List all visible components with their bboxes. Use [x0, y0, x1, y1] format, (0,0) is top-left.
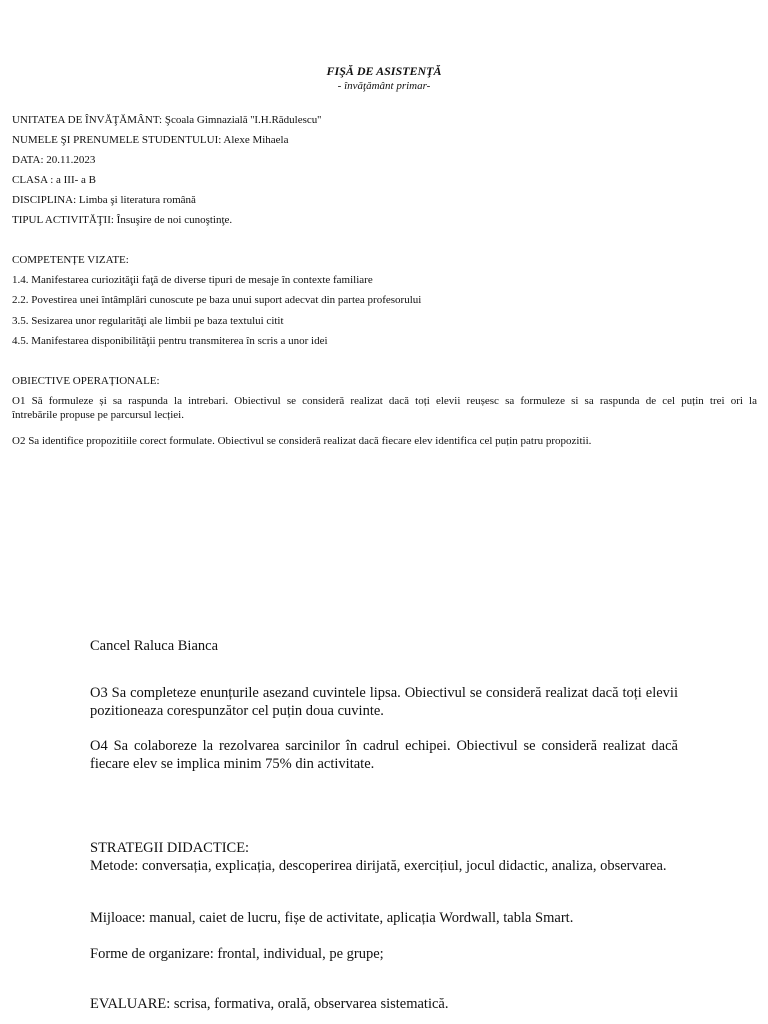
document-title: FIŞĂ DE ASISTENŢĂ: [326, 64, 442, 78]
competenta-item: 3.5. Sesizarea unor regularităţi ale limbii pe baza textului citit: [12, 315, 284, 327]
competenta-item: 2.2. Povestirea unei întâmplări cunoscute pe baza unui suport adecvat din partea profesorului: [12, 294, 422, 306]
objective-o1-line2: întrebările propuse pe parcursul lecției.: [12, 409, 184, 421]
objective-o1-line1: O1 Să formuleze și sa raspunda la intrebari. Obiectivul se consideră realizat dacă toți elevii reușesc sa formuleze si sa raspunda de cel puțin trei ori la: [12, 395, 757, 407]
strategii-heading: STRATEGII DIDACTICE:: [90, 840, 250, 856]
competenta-item: 4.5. Manifestarea disponibilităţii pentru transmiterea în scris a unor idei: [12, 335, 328, 347]
info-data: DATA: 20.11.2023: [12, 154, 96, 166]
info-unitatea: UNITATEA DE ÎNVĂŢĂMÂNT: Şcoala Gimnazială ''I.H.Rădulescu'': [12, 114, 322, 126]
obiective-heading: OBIECTIVE OPERAȚIONALE:: [12, 375, 160, 387]
info-tipul-activitatii: TIPUL ACTIVITĂŢII: Însuşire de noi cunoştinţe.: [12, 214, 233, 226]
forme-organizare-text: Forme de organizare: frontal, individual, pe grupe;: [90, 946, 384, 962]
evaluare-text: EVALUARE: scrisa, formativa, orală, observarea sistematică.: [90, 996, 449, 1012]
metode-text: Metode: conversația, explicația, descoperirea dirijată, exercițiul, jocul didactic, analiza, observarea.: [90, 858, 667, 874]
objective-o3: O3 Sa completeze enunțurile asezand cuvintele lipsa. Obiectivul se consideră realizat dacă toți elevii pozitioneaza corespunzător cel puțin doua cuvinte.: [90, 685, 678, 719]
objective-o2: O2 Sa identifice propozitiile corect formulate. Obiectivul se consideră realizat dacă fiecare elev identifica cel puțin patru propozitii.: [12, 435, 592, 447]
info-disciplina: DISCIPLINA: Limba şi literatura română: [12, 194, 196, 206]
competente-heading: COMPETENȚE VIZATE:: [12, 254, 129, 266]
objective-o4: O4 Sa colaboreze la rezolvarea sarcinilor în cadrul echipei. Obiectivul se consideră realizat dacă fiecare elev se implica minim 75% din activitate.: [90, 738, 678, 772]
competenta-item: 1.4. Manifestarea curiozităţii faţă de diverse tipuri de mesaje în contexte familiare: [12, 274, 373, 286]
info-nume: NUMELE ŞI PRENUMELE STUDENTULUI: Alexe Mihaela: [12, 134, 289, 146]
mijloace-text: Mijloace: manual, caiet de lucru, fișe de activitate, aplicația Wordwall, tabla Smart.: [90, 910, 574, 926]
author-name: Cancel Raluca Bianca: [90, 638, 219, 654]
info-clasa: CLASA : a III- a B: [12, 174, 97, 186]
document-subtitle: - învăţământ primar-: [337, 80, 431, 92]
